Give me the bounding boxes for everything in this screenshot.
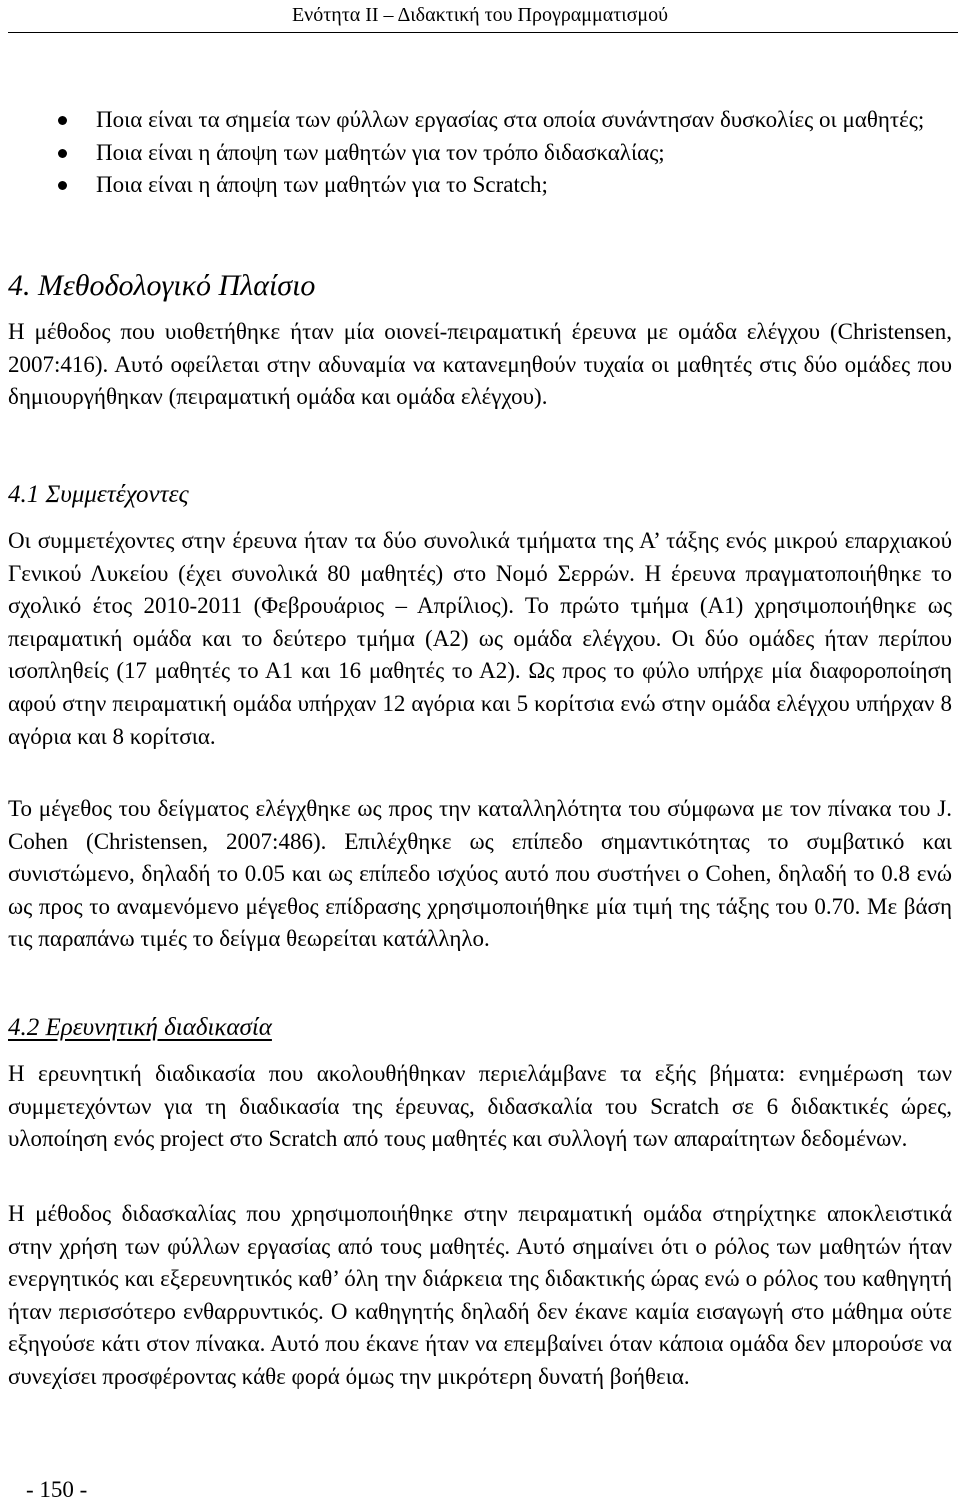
list-item-text: Ποια είναι τα σημεία των φύλλων εργασίας στα οποία συνάντησαν δυσκολίες οι μαθητές; [96, 107, 925, 132]
section-4-1-paragraph-2: Το μέγεθος του δείγματος ελέγχθηκε ως προς την καταλληλότητα του σύμφωνα με τον πίνακα του J. Cohen (Christensen, 2007:486). Επιλέχθηκε ως επίπεδο σημαντικότητας το συμβατικό και συνιστώμενο, δηλαδή το 0.05 και ως επίπεδο ισχύος αυτό που συστήνει ο Cohen, δηλαδή το 0.8 ενώ ως προς το αναμενόμενο μέγεθος επίδρασης χρησιμοποιήθηκε μία τιμή της τάξης του 0.70. Με βάση τις παραπάνω τιμές το δείγμα θεωρείται κατάλληλο. [8, 796, 952, 952]
section-4-heading: 4. Μεθοδολογικό Πλαίσιο [8, 269, 316, 302]
section-4-1-paragraph-1: Οι συμμετέχοντες στην έρευνα ήταν τα δύο συνολικά τμήματα της Α’ τάξης ενός μικρού επαρχιακού Γενικού Λυκείου (έχει συνολικά 80 μαθητές) στο Νομό Σερρών. Η έρευνα πραγματοποιήθηκε το σχολικό έτος 2010-2011 (Φεβρουάριος – Απρίλιος). Το πρώτο τμήμα (Α1) χρησιμοποιήθηκε ως πειραματική ομάδα και το δεύτερο τμήμα (Α2) ως ομάδα ελέγχου. Οι δύο ομάδες ήταν περίπου ισοπληθείς (17 μαθητές το Α1 και 16 μαθητές το Α2). Ως προς το φύλο υπήρχε μία διαφοροποίηση αφού στην πειραματική ομάδα υπήρχαν 12 αγόρια και 5 κορίτσια ενώ στην ομάδα ελέγχου υπήρχαν 8 αγόρια και 8 κορίτσια. [8, 528, 952, 749]
running-header: Ενότητα ΙΙ – Διδακτική του Προγραμματισμού [291, 4, 669, 26]
list-item-text: Ποια είναι η άποψη των μαθητών για τον τρόπο διδασκαλίας; [96, 139, 665, 165]
page-number: - 150 - [26, 1477, 88, 1502]
list-item [0, 169, 960, 202]
list-item [0, 137, 960, 170]
section-4-2-heading [8, 1011, 272, 1045]
header-rule [8, 32, 958, 33]
bullet-icon [58, 116, 67, 125]
section-4-paragraph: Η μέθοδος που υιοθετήθηκε ήταν μία οιονεί-πειραματική έρευνα με ομάδα ελέγχου (Christensen, 2007:416). Αυτό οφείλεται στην αδυναμία να κατανεμηθούν τυχαία οι μαθητές στις δύο ομάδες που δημιουργήθηκαν (πειραματική ομάδα και ομάδα ελέγχου). [8, 319, 952, 410]
research-questions-list [0, 104, 960, 202]
bullet-icon [58, 181, 67, 190]
list-item-text: Ποια είναι η άποψη των μαθητών για το Scratch; [96, 172, 548, 197]
section-4-2-heading-text: 4.2 Ερευνητική διαδικασία [8, 1014, 272, 1041]
section-4-2-paragraph-1: Η ερευνητική διαδικασία που ακολουθήθηκαν περιελάμβανε τα εξής βήματα: ενημέρωση των συμμετεχόντων για τη διαδικασία της έρευνας, διδασκαλία του Scratch σε 6 διδακτικές ώρες, υλοποίηση ενός project στο Scratch από τους μαθητές και συλλογή των απαραίτητων δεδομένων. [8, 1061, 952, 1152]
bullet-icon [58, 149, 67, 158]
list-item [0, 104, 960, 137]
section-4-2-paragraph-2: Η μέθοδος διδασκαλίας που χρησιμοποιήθηκε στην πειραματική ομάδα στηρίχτηκε αποκλειστικά στην χρήση των φύλλων εργασίας από τους μαθητές. Αυτό σημαίνει ότι ο ρόλος των μαθητών ήταν ενεργητικός και εξερευνητικός καθ’ όλη την διάρκεια της διδακτικής ώρας ενώ ο ρόλος του καθηγητή ήταν περισσότερο ενθαρρυντικός. Ο καθηγητής δηλαδή δεν έκανε καμία εισαγωγή στο μάθημα ούτε εξηγούσε κάτι στον πίνακα. Αυτό που έκανε ήταν να επεμβαίνει όταν κάποια ομάδα δεν μπορούσε να συνεχίσει προσφέροντας κάθε φορά όμως την μικρότερη δυνατή βοήθεια. [8, 1201, 952, 1389]
section-4-1-heading: 4.1 Συμμετέχοντες [8, 481, 189, 508]
